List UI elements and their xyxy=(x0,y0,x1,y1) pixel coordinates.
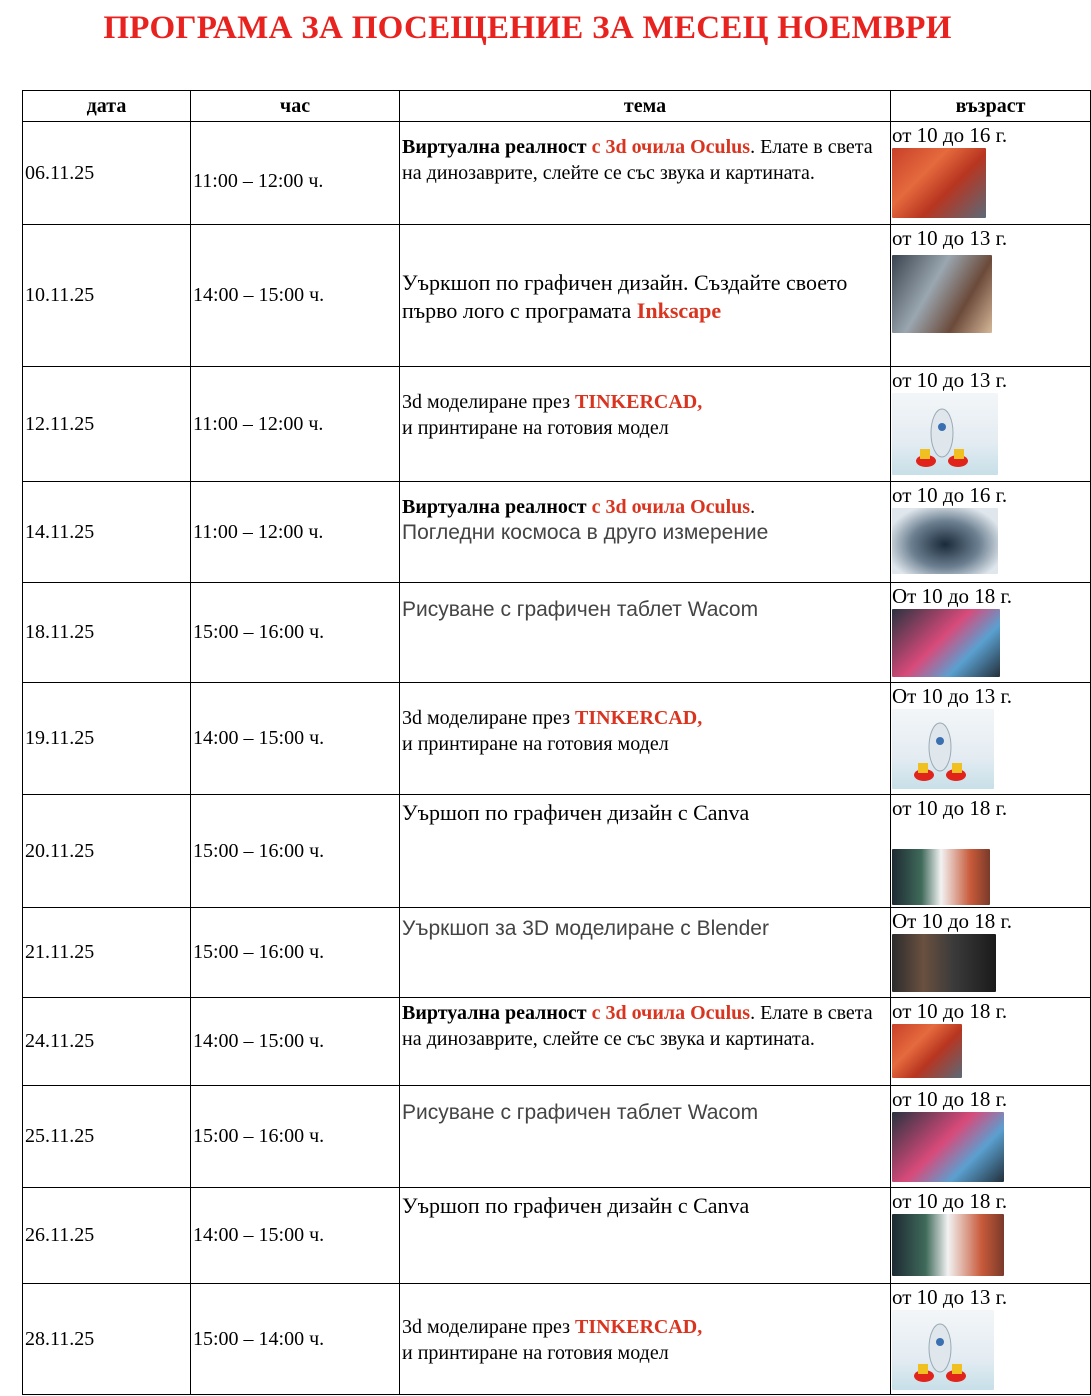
table-row xyxy=(23,683,1091,795)
time-cell: 11:00 – 12:00 ч. xyxy=(191,482,400,583)
date-cell: 06.11.25 xyxy=(23,122,191,225)
theme-cell: Виртуална реалност с 3d очила Oculus. Елате в света на динозаврите, слейте се със звука и картината. xyxy=(400,998,891,1086)
theme-cell: 3d моделиране през TINKERCAD, и принтиране на готовия модел xyxy=(400,367,891,482)
time-cell: 15:00 – 14:00 ч. xyxy=(191,1284,400,1395)
theme-cell: Уъркшоп по графичен дизайн. Създайте своето първо лого с програмата Inkscape xyxy=(400,225,891,367)
time-cell: 11:00 – 12:00 ч. xyxy=(191,367,400,482)
theme-cell: Уъркшоп за 3D моделиране с Blender xyxy=(400,908,891,998)
age-cell: от 10 до 13 г. xyxy=(891,1284,1091,1395)
time-cell: 15:00 – 16:00 ч. xyxy=(191,795,400,908)
schedule-table xyxy=(22,90,1091,1395)
time-cell: 15:00 – 16:00 ч. xyxy=(191,1086,400,1188)
header-time: час xyxy=(191,91,400,122)
rocket-icon xyxy=(892,393,998,475)
time-cell: 15:00 – 16:00 ч. xyxy=(191,583,400,683)
age-cell: от 10 до 16 г. xyxy=(891,122,1091,225)
canva-photo xyxy=(892,1214,1004,1276)
time-cell: 11:00 – 12:00 ч. xyxy=(191,122,400,225)
age-cell: От 10 до 18 г. xyxy=(891,908,1091,998)
theme-cell: Рисуване с графичен таблет Wacom xyxy=(400,583,891,683)
table-row xyxy=(23,367,1091,482)
time-cell: 15:00 – 16:00 ч. xyxy=(191,908,400,998)
table-row xyxy=(23,1284,1091,1395)
graphic-design-photo xyxy=(892,255,992,333)
table-header-row xyxy=(23,91,1091,122)
vr-kids-photo xyxy=(892,148,986,218)
tinkercad-rocket-photo xyxy=(892,1310,994,1390)
space-photo xyxy=(892,508,998,574)
header-theme: тема xyxy=(400,91,891,122)
age-cell: от 10 до 13 г. xyxy=(891,225,1091,367)
wacom-tablet-photo xyxy=(892,609,1000,677)
date-cell: 12.11.25 xyxy=(23,367,191,482)
theme-cell: Уършоп по графичен дизайн с Canva xyxy=(400,795,891,908)
age-cell: от 10 до 13 г. xyxy=(891,367,1091,482)
age-cell: от 10 до 18 г. xyxy=(891,998,1091,1086)
vr-kids-photo xyxy=(892,1024,962,1078)
date-cell: 19.11.25 xyxy=(23,683,191,795)
table-row xyxy=(23,1188,1091,1284)
date-cell: 20.11.25 xyxy=(23,795,191,908)
page-title: ПРОГРАМА ЗА ПОСЕЩЕНИЕ ЗА МЕСЕЦ НОЕМВРИ xyxy=(103,10,952,46)
rocket-icon xyxy=(892,1310,994,1390)
header-age: възраст xyxy=(891,91,1091,122)
date-cell: 28.11.25 xyxy=(23,1284,191,1395)
age-cell: От 10 до 13 г. xyxy=(891,683,1091,795)
theme-cell: Виртуална реалност с 3d очила Oculus. Погледни космоса в друго измерение xyxy=(400,482,891,583)
tinkercad-rocket-photo xyxy=(892,709,994,789)
table-row xyxy=(23,908,1091,998)
table-row xyxy=(23,1086,1091,1188)
header-date: дата xyxy=(23,91,191,122)
date-cell: 18.11.25 xyxy=(23,583,191,683)
theme-cell: 3d моделиране през TINKERCAD, и принтиране на готовия модел xyxy=(400,683,891,795)
time-cell: 14:00 – 15:00 ч. xyxy=(191,1188,400,1284)
canva-photo xyxy=(892,849,990,905)
theme-cell: 3d моделиране през TINKERCAD, и принтиране на готовия модел xyxy=(400,1284,891,1395)
age-cell: от 10 до 18 г. xyxy=(891,1188,1091,1284)
table-row xyxy=(23,225,1091,367)
age-cell: от 10 до 16 г. xyxy=(891,482,1091,583)
table-row xyxy=(23,583,1091,683)
blender-photo xyxy=(892,934,996,992)
time-cell: 14:00 – 15:00 ч. xyxy=(191,683,400,795)
tinkercad-rocket-photo xyxy=(892,393,998,475)
age-cell: От 10 до 18 г. xyxy=(891,583,1091,683)
date-cell: 21.11.25 xyxy=(23,908,191,998)
theme-cell: Уършоп по графичен дизайн с Canva xyxy=(400,1188,891,1284)
time-cell: 14:00 – 15:00 ч. xyxy=(191,998,400,1086)
table-row xyxy=(23,482,1091,583)
date-cell: 25.11.25 xyxy=(23,1086,191,1188)
age-cell: от 10 до 18 г. xyxy=(891,795,1091,908)
rocket-icon xyxy=(892,709,994,789)
table-row xyxy=(23,795,1091,908)
time-cell: 14:00 – 15:00 ч. xyxy=(191,225,400,367)
date-cell: 14.11.25 xyxy=(23,482,191,583)
table-row xyxy=(23,122,1091,225)
table-row xyxy=(23,998,1091,1086)
wacom-tablet-photo xyxy=(892,1112,1004,1182)
theme-cell: Виртуална реалност с 3d очила Oculus. Елате в света на динозаврите, слейте се със звука и картината. xyxy=(400,122,891,225)
theme-cell: Рисуване с графичен таблет Wacom xyxy=(400,1086,891,1188)
date-cell: 26.11.25 xyxy=(23,1188,191,1284)
date-cell: 24.11.25 xyxy=(23,998,191,1086)
age-cell: от 10 до 18 г. xyxy=(891,1086,1091,1188)
date-cell: 10.11.25 xyxy=(23,225,191,367)
